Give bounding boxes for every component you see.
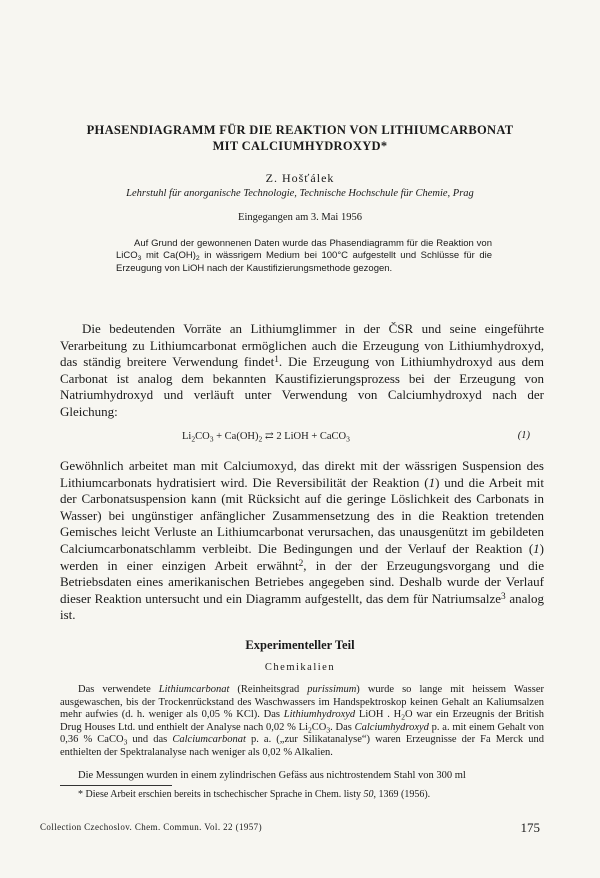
abstract-sub-2: 2 (195, 255, 200, 263)
equation-body (182, 430, 350, 442)
chem-italic: Calciumhydroxyd (354, 721, 429, 733)
title-line-1: PHASENDIAGRAMM FÜR DIE REAKTION VON LITHIUMCARBONAT (86, 123, 514, 137)
footnote (60, 789, 544, 801)
chem-sub: 2 (401, 712, 405, 722)
section-heading: Experimenteller Teil (245, 638, 355, 652)
chem-text: Das verwendete (78, 684, 159, 695)
intro-text-1: Die bedeutenden Vorräte an Lithiumglimmer in der ČSR und seine eingeführte Verarbeitung zu Lithiumcarbonat ermöglichen auch die Erzeugung von Lithiumhydroxyd, das ständig breitere Verwendung findet (60, 321, 544, 370)
abstract (116, 238, 492, 275)
eq-sub: 2 (191, 434, 196, 444)
intro-paragraph (60, 321, 544, 421)
chem-italic: purissimum (307, 684, 357, 695)
eq-plus: + (308, 431, 320, 442)
abstract-text-3: in wässrigem Medium bei 100°C aufgestellt und Schlüsse für die Erzeugung von LiOH nach der Kaustifizierungsmethode gezogen. (116, 250, 492, 274)
body-paragraph-2 (60, 458, 544, 624)
footnote-rule (60, 785, 172, 786)
chem-italic: Lithiumcarbonat (158, 684, 230, 695)
footnote-ref-1: 1 (274, 354, 279, 365)
footnote-text: * Diese Arbeit erschien bereits in tschechischer Sprache in Chem. listy (78, 789, 364, 800)
measurement-paragraph: Die Messungen wurden in einem zylindrischen Gefäss aus nichtrostendem Stahl von 300 ml (78, 770, 466, 781)
eq-sub: 3 (209, 434, 214, 444)
reaction-equation (60, 430, 544, 444)
p2-text: ) und die Arbeit mit der Carbonatsuspension kann (mit Rücksicht auf die geringe Löslichkeit des Carbonats in Wasser) bei ungünstiger anfänglicher Zusammensetzung des in die Reaktion tretenden Gemisches leicht Verluste an Lithiumcarbonat verursachen, das unausgenützt im gebildeten Calciumcarbonatschlamm verbleibt. Die Bedingungen und der Verlauf der Reaktion ( (60, 474, 544, 556)
intro-text-2: . Die Erzeugung von Lithiumhydroxyd aus dem Carbonat ist analog dem bekannten Kaustifizierungsprozess bei der Erzeugung von Natriumhydroxyd und verläuft unter Verwendung von Calciumhydroxyd nach der Gleichung: (60, 354, 544, 419)
title-line-2: MIT CALCIUMHYDROXYD* (212, 139, 388, 153)
eq-caco: CaCO (319, 431, 347, 442)
p2-text: ) werden in einer einzigen Arbeit erwähnt (60, 540, 544, 573)
eq-caoh: Ca(OH) (224, 431, 259, 442)
chem-text: O war ein Erzeugnis der British Drug Houses Ltd. und enthielt der Analyse nach 0,02 % Li (60, 709, 544, 733)
eq-sub: 2 (258, 434, 263, 444)
chem-text: . Das (330, 721, 355, 733)
p2-text: , in der der Erzeugungsvorgang und die Betriebsdaten eines amerikanischen Betriebes angegeben sind. Deshalb wurde der Verlauf dieser Reaktion untersucht und ein Diagramm aufgestellt, das dem für Natriumsalze (60, 557, 544, 606)
footnote-ref-3: 3 (501, 591, 506, 602)
chem-italic: Lithiumhydroxyd (283, 709, 356, 720)
chemicals-paragraph (60, 684, 544, 759)
chem-sub: 2 (308, 724, 312, 734)
chem-text: p. a. mit einem Gehalt von 0,36 % CaCO (60, 721, 544, 745)
eq-co: CO (195, 431, 210, 442)
eq-sub: 3 (346, 434, 350, 444)
article-title (40, 122, 560, 154)
page-number: 175 (520, 820, 540, 835)
p2-eq-ref: 1 (533, 540, 540, 556)
p2-text: analog ist. (60, 590, 545, 623)
p2-eq-ref: 1 (428, 474, 436, 490)
subsection-heading: Chemikalien (264, 662, 336, 673)
footnote-ref-2: 2 (298, 558, 304, 569)
abstract-text-2: mit Ca(OH) (141, 250, 196, 262)
eq-li: Li (182, 431, 192, 442)
equation-number: (1) (517, 430, 530, 441)
chem-text: p. a. („zur Silikatanalyse“) waren Erzeugnisse der Fa Merck und enthielten der Spektralanalyse nach weniger als 0,02 % Alkalien. (60, 734, 545, 758)
chem-text: CO (311, 721, 327, 733)
chem-text: und das (127, 734, 173, 745)
chem-text: LiOH . H (355, 709, 402, 720)
abstract-text-1: Auf Grund der gewonnenen Daten wurde das Phasendiagramm für die Reaktion von LiCO (116, 238, 492, 262)
received-date: Eingegangen am 3. Mai 1956 (238, 212, 362, 223)
journal-footer: Collection Czechoslov. Chem. Commun. Vol. 22 (1957) (40, 822, 262, 832)
chem-text: (Reinheitsgrad (229, 684, 308, 695)
footnote-volume: 50 (363, 789, 374, 800)
author-affiliation: Lehrstuhl für anorganische Technologie, Technische Hochschule für Chemie, Prag (126, 188, 474, 199)
p2-text: Gewöhnlich arbeitet man mit Calciumoxyd, das direkt mit der wässrigen Suspension des Lithiumcarbonats hydratisiert wird. Die Reversibilität der Reaktion ( (60, 458, 544, 490)
abstract-sub-1: 3 (137, 255, 142, 263)
chem-text: ) wurde so lange mit heissem Wasser ausgewaschen, bis der Trockenrückstand des Waschwassers im Handspektroskop keinen Gehalt an Kaliumsalzen mehr aufwies (d. h. weniger als 0,05 % KCl). Das (60, 684, 545, 720)
chem-sub: 3 (123, 737, 128, 747)
eq-plus: + (213, 431, 225, 442)
author-name: Z. Hošťálek (265, 171, 335, 185)
chem-sub: 3 (326, 724, 331, 734)
chem-italic: Calciumcarbonat (172, 734, 246, 745)
footnote-text: , 1369 (1956). (373, 789, 431, 800)
eq-lioh: 2 LiOH (276, 431, 309, 442)
equilibrium-arrow: ⇄ (262, 431, 277, 442)
